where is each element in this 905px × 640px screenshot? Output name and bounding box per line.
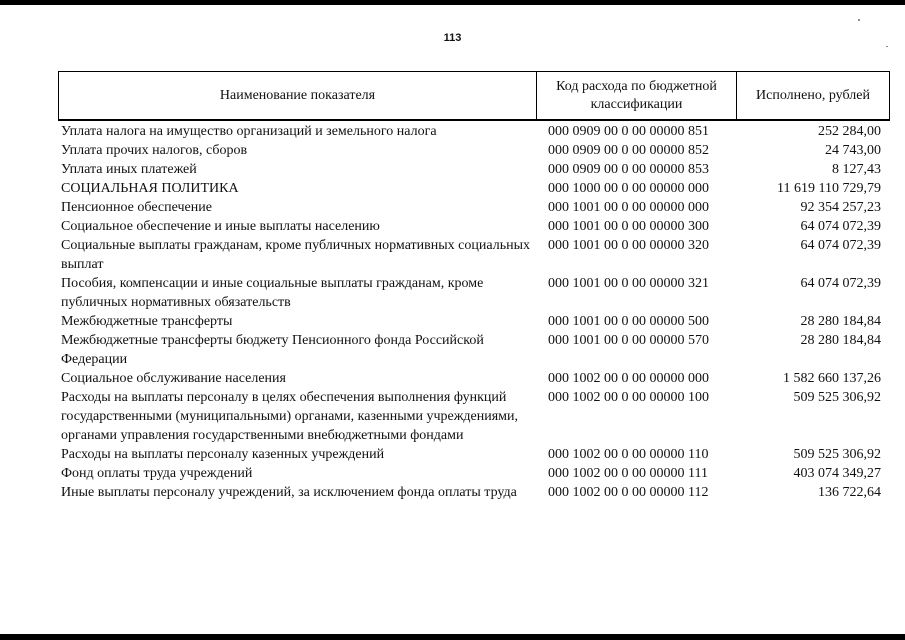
column-header-name: Наименование показателя (59, 72, 537, 119)
scan-top-border (0, 0, 905, 5)
row-name: Социальное обеспечение и иные выплаты населению (61, 219, 380, 234)
scan-speck (886, 46, 888, 47)
column-header-amount: Исполнено, рублей (756, 87, 870, 103)
row-name: Уплата налога на имущество организаций и земельного налога (61, 124, 437, 139)
row-amount: 509 525 306,92 (793, 447, 881, 462)
row-amount: 92 354 257,23 (800, 200, 881, 215)
table-row (58, 388, 890, 445)
row-code: 000 0909 00 0 00 00000 852 (548, 143, 709, 158)
row-amount: 1 582 660 137,26 (783, 371, 881, 386)
row-name: Уплата прочих налогов, сборов (61, 143, 248, 158)
table-row (58, 369, 890, 388)
row-code: 000 1001 00 0 00 00000 320 (548, 238, 709, 253)
row-name: Межбюджетные трансферты (61, 314, 233, 329)
row-amount: 136 722,64 (818, 485, 881, 500)
table-row (58, 198, 890, 217)
scan-bottom-border (0, 634, 905, 640)
row-name: Расходы на выплаты персоналу казенных учреждений (61, 447, 385, 462)
row-amount: 28 280 184,84 (800, 314, 881, 329)
row-code: 000 1002 00 0 00 00000 112 (548, 485, 709, 500)
row-amount: 24 743,00 (825, 143, 881, 158)
table-body (58, 122, 890, 502)
table-row (58, 274, 890, 312)
row-code: 000 1001 00 0 00 00000 570 (548, 333, 709, 348)
row-name: Пенсионное обеспечение (61, 200, 212, 215)
row-name: Социальные выплаты гражданам, кроме публичных нормативных социальных выплат (61, 238, 530, 272)
table-row-section (58, 179, 890, 198)
table-row (58, 160, 890, 179)
row-name: Фонд оплаты труда учреждений (61, 466, 253, 481)
table-row (58, 331, 890, 369)
row-code: 000 1001 00 0 00 00000 500 (548, 314, 709, 329)
row-amount: 509 525 306,92 (793, 390, 881, 405)
table-row (58, 236, 890, 274)
row-amount: 403 074 349,27 (793, 466, 881, 481)
table-row (58, 141, 890, 160)
row-amount: 11 619 110 729,79 (777, 181, 881, 196)
row-name: Пособия, компенсации и иные социальные выплаты гражданам, кроме публичных нормативных обязательств (61, 276, 484, 310)
row-name: СОЦИАЛЬНАЯ ПОЛИТИКА (61, 181, 239, 196)
row-code: 000 0909 00 0 00 00000 851 (548, 124, 709, 139)
scan-speck (858, 19, 860, 21)
row-name: Межбюджетные трансферты бюджету Пенсионного фонда Российской Федерации (61, 333, 484, 367)
table-row (58, 217, 890, 236)
row-name: Иные выплаты персоналу учреждений, за исключением фонда оплаты труда (61, 485, 517, 500)
table-row (58, 122, 890, 141)
row-code: 000 1002 00 0 00 00000 100 (548, 390, 709, 405)
row-name: Уплата иных платежей (61, 162, 197, 177)
table-row (58, 483, 890, 502)
row-code: 000 1002 00 0 00 00000 111 (548, 466, 708, 481)
table-row (58, 464, 890, 483)
row-amount: 64 074 072,39 (800, 276, 881, 291)
table-row (58, 312, 890, 331)
row-amount: 28 280 184,84 (800, 333, 881, 348)
row-name: Расходы на выплаты персоналу в целях обеспечения выполнения функций государственными (муниципальными) органами, казенными учреждениями, органами управления государственными внебюджетными фондами (61, 390, 518, 443)
row-amount: 8 127,43 (832, 162, 881, 177)
row-code: 000 1001 00 0 00 00000 321 (548, 276, 709, 291)
row-code: 000 1002 00 0 00 00000 110 (548, 447, 709, 462)
row-amount: 64 074 072,39 (800, 219, 881, 234)
row-code: 000 1002 00 0 00 00000 000 (548, 371, 709, 386)
page-number: 113 (443, 32, 462, 44)
row-code: 000 1001 00 0 00 00000 300 (548, 219, 709, 234)
row-name: Социальное обслуживание населения (61, 371, 286, 386)
table-row (58, 445, 890, 464)
row-code: 000 1000 00 0 00 00000 000 (548, 181, 709, 196)
row-amount: 252 284,00 (818, 124, 881, 139)
row-code: 000 1001 00 0 00 00000 000 (548, 200, 709, 215)
row-amount: 64 074 072,39 (800, 238, 881, 253)
row-code: 000 0909 00 0 00 00000 853 (548, 162, 709, 177)
table-header (58, 71, 890, 121)
column-header-code: Код расхода по бюджетной классификации (537, 72, 737, 119)
